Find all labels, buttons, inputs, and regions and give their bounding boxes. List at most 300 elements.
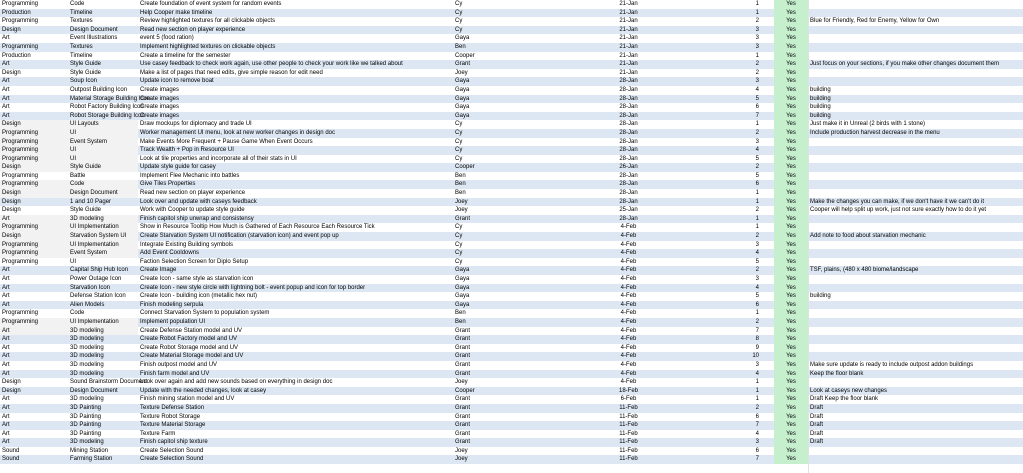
department-cell[interactable]: Programming [0, 223, 68, 232]
date-cell[interactable]: 28-Jan [619, 104, 638, 111]
status-cell[interactable]: Yes [774, 86, 808, 95]
category-cell[interactable]: Farming Station [70, 456, 113, 463]
status-cell[interactable]: Yes [774, 172, 808, 181]
department-cell[interactable]: Art [2, 35, 10, 42]
category-cell[interactable]: UI Implementation [68, 318, 138, 327]
status-cell[interactable]: Yes [774, 95, 808, 104]
assignee-cell[interactable]: Cy [455, 9, 463, 16]
notes-cell[interactable]: TSF, plains, (480 x 480 biome/landscape [810, 267, 919, 274]
notes-cell[interactable]: Draft Keep the floor blank [810, 396, 879, 403]
notes-cell[interactable] [808, 284, 1023, 293]
priority-cell[interactable]: 8 [755, 336, 759, 343]
department-cell[interactable]: Design [0, 189, 68, 198]
department-cell[interactable]: Art [2, 301, 10, 308]
status-cell[interactable]: Yes [774, 335, 808, 344]
task-cell[interactable]: Give Tiles Properties [140, 181, 196, 188]
task-cell[interactable]: Finish capitol ship texture [140, 439, 208, 446]
assignee-cell[interactable]: Cy [455, 241, 463, 248]
assignee-cell[interactable]: Gaya [455, 86, 470, 93]
department-cell[interactable]: Design [2, 26, 21, 33]
task-cell[interactable]: Implement highlighted textures on clickable objects [140, 43, 276, 50]
category-cell[interactable]: UI [68, 129, 138, 138]
notes-cell[interactable]: Draft [810, 422, 824, 429]
department-cell[interactable]: Art [2, 61, 10, 68]
status-cell[interactable]: Yes [774, 413, 808, 422]
assignee-cell[interactable]: Joey [455, 207, 468, 214]
task-cell[interactable]: Texture Farm [140, 430, 176, 437]
category-cell[interactable]: 3D modeling [70, 336, 104, 343]
status-cell[interactable]: Yes [774, 189, 808, 198]
status-cell[interactable]: Yes [774, 26, 808, 35]
date-cell[interactable]: 4-Feb [620, 224, 637, 231]
department-cell[interactable]: Sound [2, 456, 20, 463]
notes-cell[interactable] [808, 335, 1023, 344]
category-cell[interactable]: 3D Painting [70, 430, 102, 437]
department-cell[interactable]: Art [2, 78, 10, 85]
notes-cell[interactable] [808, 26, 1023, 35]
date-cell[interactable]: 11-Feb [619, 404, 638, 411]
assignee-cell[interactable]: Cy [455, 18, 463, 25]
status-cell[interactable]: Yes [774, 9, 808, 18]
notes-cell[interactable] [808, 378, 1023, 387]
assignee-cell[interactable]: Cy [455, 224, 463, 231]
department-cell[interactable]: Design [2, 207, 21, 214]
status-cell[interactable]: Yes [774, 77, 808, 86]
task-cell[interactable]: event 5 (food ration) [140, 35, 194, 42]
notes-cell[interactable]: building [810, 293, 831, 300]
notes-cell[interactable]: Just focus on your sections, if you make other changes document them [810, 61, 1000, 68]
priority-cell[interactable]: 6 [755, 181, 759, 188]
department-cell[interactable]: Art [0, 215, 68, 224]
department-cell[interactable]: Programming [2, 1, 39, 7]
priority-cell[interactable]: 1 [755, 190, 759, 197]
notes-cell[interactable] [808, 344, 1023, 353]
task-cell[interactable]: Texture Robot Storage [140, 413, 201, 420]
category-cell[interactable]: Style Guide [68, 163, 138, 172]
priority-cell[interactable]: 4 [755, 86, 759, 93]
assignee-cell[interactable]: Gaya [455, 267, 470, 274]
date-cell[interactable]: 11-Feb [619, 422, 638, 429]
notes-cell[interactable] [808, 52, 1023, 61]
status-cell[interactable]: Yes [774, 17, 808, 26]
assignee-cell[interactable]: Gaya [455, 95, 470, 102]
task-cell[interactable]: Finish mining station model and UV [140, 396, 235, 403]
task-cell[interactable]: Implement population UI [140, 318, 206, 325]
date-cell[interactable]: 4-Feb [620, 267, 637, 274]
date-cell[interactable]: 25-Jan [619, 207, 638, 214]
date-cell[interactable]: 4-Feb [620, 258, 637, 265]
assignee-cell[interactable]: Gaya [455, 301, 470, 308]
notes-cell[interactable]: Make the changes you can make, if we don't have it we can't do it [810, 198, 985, 205]
priority-cell[interactable]: 4 [755, 430, 759, 437]
date-cell[interactable]: 21-Jan [619, 52, 638, 59]
task-cell[interactable]: Connect Starvation System to population system [140, 310, 270, 317]
date-cell[interactable]: 11-Feb [619, 439, 638, 446]
task-cell[interactable]: Create images [140, 104, 180, 111]
priority-cell[interactable]: 3 [755, 361, 759, 368]
status-cell[interactable]: Yes [774, 387, 808, 396]
notes-cell[interactable] [808, 77, 1023, 86]
department-cell[interactable]: Design [0, 232, 68, 241]
assignee-cell[interactable]: Gaya [455, 112, 470, 119]
assignee-cell[interactable]: Grant [455, 370, 471, 377]
priority-cell[interactable]: 1 [755, 396, 759, 403]
notes-cell[interactable] [808, 455, 1023, 464]
assignee-cell[interactable]: Gaya [455, 78, 470, 85]
assignee-cell[interactable]: Grant [455, 422, 471, 429]
task-cell[interactable]: Create Icon - same style as starvation icon [140, 276, 254, 282]
priority-cell[interactable]: 6 [755, 413, 759, 420]
category-cell[interactable]: 3D modeling [70, 396, 104, 403]
notes-cell[interactable]: Blue for Friendly, Red for Enemy, Yellow for Own [810, 18, 940, 25]
assignee-cell[interactable]: Grant [455, 344, 471, 351]
date-cell[interactable]: 4-Feb [620, 310, 637, 317]
status-cell[interactable]: Yes [774, 163, 808, 172]
task-cell[interactable]: Add Event Cooldowns [140, 250, 200, 257]
department-cell[interactable]: Programming [2, 172, 39, 179]
notes-cell[interactable] [808, 69, 1023, 78]
notes-cell[interactable] [808, 258, 1023, 267]
department-cell[interactable]: Programming [0, 318, 68, 327]
date-cell[interactable]: 4-Feb [620, 318, 637, 325]
notes-cell[interactable] [808, 249, 1023, 258]
category-cell[interactable]: Power Outage Icon [70, 276, 122, 282]
department-cell[interactable]: Art [2, 361, 10, 368]
category-cell[interactable]: Starvation Icon [70, 284, 111, 291]
date-cell[interactable]: 28-Jan [619, 190, 638, 197]
priority-cell[interactable]: 2 [755, 318, 759, 325]
priority-cell[interactable]: 7 [755, 422, 759, 429]
category-cell[interactable]: UI [70, 258, 76, 265]
department-cell[interactable]: Sound [2, 447, 20, 454]
priority-cell[interactable]: 4 [755, 250, 759, 257]
priority-cell[interactable]: 3 [755, 138, 759, 145]
assignee-cell[interactable]: Grant [455, 396, 471, 403]
status-cell[interactable]: Yes [774, 146, 808, 155]
status-cell[interactable]: Yes [774, 352, 808, 361]
date-cell[interactable]: 4-Feb [620, 344, 637, 351]
status-cell[interactable]: Yes [774, 284, 808, 293]
date-cell[interactable]: 21-Jan [619, 26, 638, 33]
department-cell[interactable]: Art [2, 370, 10, 377]
department-cell[interactable]: Art [2, 396, 10, 403]
category-cell[interactable]: Timeline [70, 52, 93, 59]
date-cell[interactable]: 11-Feb [619, 430, 638, 437]
task-cell[interactable]: Read new section on player experience [140, 190, 246, 197]
task-cell[interactable]: Work with Cooper to update style guide [140, 207, 245, 214]
task-cell[interactable]: Create Icon - new style circle with lightning bolt - event popup and icon for top border [140, 284, 366, 291]
task-cell[interactable]: Create a timeline for the semester [140, 52, 231, 59]
notes-cell[interactable] [808, 275, 1023, 284]
task-cell[interactable]: Look over again and add new sounds based on everything in design doc [140, 379, 333, 386]
status-cell[interactable]: Yes [774, 447, 808, 456]
department-cell[interactable]: Design [2, 379, 21, 386]
date-cell[interactable]: 28-Jan [619, 129, 638, 136]
department-cell[interactable]: Design [2, 198, 21, 205]
status-cell[interactable]: Yes [774, 241, 808, 250]
department-cell[interactable]: Art [2, 112, 10, 119]
assignee-cell[interactable]: Joey [455, 456, 468, 463]
department-cell[interactable]: Art [2, 404, 10, 411]
task-cell[interactable]: Create Starvation System UI notification (starvation icon) and event pop up [140, 233, 339, 240]
category-cell[interactable]: UI Implementation [68, 223, 138, 232]
priority-cell[interactable]: 1 [755, 9, 759, 16]
assignee-cell[interactable]: Grant [455, 361, 471, 368]
department-cell[interactable]: Programming [0, 249, 68, 258]
notes-cell[interactable]: Include production harvest decrease in the menu [810, 129, 940, 136]
notes-cell[interactable]: Just make it in Unreal (2 birds with 1 stone) [810, 121, 926, 128]
status-cell[interactable]: Yes [774, 378, 808, 387]
notes-cell[interactable] [808, 223, 1023, 232]
status-cell[interactable]: Yes [774, 395, 808, 404]
date-cell[interactable]: 28-Jan [619, 198, 638, 205]
assignee-cell[interactable]: Cy [455, 26, 463, 33]
date-cell[interactable]: 4-Feb [620, 293, 637, 300]
status-cell[interactable]: Yes [774, 138, 808, 147]
assignee-cell[interactable]: Ben [455, 190, 466, 197]
status-cell[interactable]: Yes [774, 215, 808, 224]
department-cell[interactable]: Programming [0, 129, 68, 138]
date-cell[interactable]: 28-Jan [619, 215, 638, 222]
notes-cell[interactable] [808, 327, 1023, 336]
date-cell[interactable]: 28-Jan [619, 138, 638, 145]
task-cell[interactable]: Draw mockups for diplomacy and trade UI [140, 121, 252, 128]
priority-cell[interactable]: 1 [755, 215, 759, 222]
department-cell[interactable]: Art [0, 327, 68, 336]
department-cell[interactable]: Programming [0, 138, 68, 147]
department-cell[interactable]: Design [0, 120, 68, 129]
notes-cell[interactable] [808, 215, 1023, 224]
category-cell[interactable]: UI [68, 146, 138, 155]
notes-cell[interactable] [808, 172, 1023, 181]
task-cell[interactable]: Create images [140, 95, 180, 102]
priority-cell[interactable]: 3 [755, 35, 759, 42]
task-cell[interactable]: Track Wealth + Pop in Resource UI [140, 147, 234, 154]
category-cell[interactable]: Style Guide [70, 61, 102, 68]
category-cell[interactable]: UI Implementation [68, 241, 138, 250]
task-cell[interactable]: Texture Defense Station [140, 404, 205, 411]
status-cell[interactable]: Yes [774, 421, 808, 430]
category-cell[interactable]: 3D modeling [70, 361, 104, 368]
date-cell[interactable]: 4-Feb [620, 353, 637, 360]
notes-cell[interactable]: Keep the floor blank [810, 370, 864, 377]
date-cell[interactable]: 21-Jan [619, 9, 638, 16]
date-cell[interactable]: 4-Feb [620, 233, 637, 240]
assignee-cell[interactable]: Cooper [455, 52, 475, 59]
category-cell[interactable]: Alien Models [70, 301, 105, 308]
status-cell[interactable]: Yes [774, 455, 808, 464]
assignee-cell[interactable]: Grant [455, 61, 471, 68]
date-cell[interactable]: 4-Feb [620, 361, 637, 368]
priority-cell[interactable]: 5 [755, 95, 759, 102]
notes-cell[interactable] [808, 0, 1023, 9]
task-cell[interactable]: Create Icon - building icon (metallic hex nut) [140, 293, 258, 300]
category-cell[interactable]: Defense Station Icon [70, 293, 126, 300]
date-cell[interactable]: 28-Jan [619, 112, 638, 119]
priority-cell[interactable]: 3 [755, 276, 759, 282]
priority-cell[interactable]: 3 [755, 43, 759, 50]
department-cell[interactable]: Design [0, 163, 68, 172]
priority-cell[interactable]: 1 [755, 121, 759, 128]
date-cell[interactable]: 21-Jan [619, 69, 638, 76]
department-cell[interactable]: Art [2, 336, 10, 343]
priority-cell[interactable]: 6 [755, 104, 759, 111]
status-cell[interactable]: Yes [774, 309, 808, 318]
assignee-cell[interactable]: Gaya [455, 35, 470, 42]
assignee-cell[interactable]: Cy [455, 129, 463, 136]
notes-cell[interactable]: building [810, 104, 831, 111]
status-cell[interactable]: Yes [774, 43, 808, 52]
assignee-cell[interactable]: Cy [455, 1, 463, 7]
department-cell[interactable]: Programming [2, 258, 39, 265]
status-cell[interactable]: Yes [774, 129, 808, 138]
date-cell[interactable]: 4-Feb [620, 370, 637, 377]
date-cell[interactable]: 11-Feb [619, 413, 638, 420]
priority-cell[interactable]: 7 [755, 112, 759, 119]
task-cell[interactable]: Create foundation of event system for random events [140, 1, 282, 7]
date-cell[interactable]: 4-Feb [620, 284, 637, 291]
status-cell[interactable]: Yes [774, 223, 808, 232]
date-cell[interactable]: 21-Jan [619, 61, 638, 68]
priority-cell[interactable]: 4 [755, 147, 759, 154]
category-cell[interactable]: Sound Brainstorm Document [70, 379, 148, 386]
date-cell[interactable]: 4-Feb [620, 250, 637, 257]
date-cell[interactable]: 28-Jan [619, 86, 638, 93]
category-cell[interactable]: Mining Station [70, 447, 109, 454]
category-cell[interactable]: 3D modeling [70, 439, 104, 446]
category-cell[interactable]: 3D Painting [70, 422, 102, 429]
task-cell[interactable]: Finish farm model and UV [140, 370, 210, 377]
category-cell[interactable]: 3D modeling [70, 344, 104, 351]
notes-cell[interactable]: Cooper will help split up work, just not sure exactly how to do it yet [810, 207, 987, 214]
priority-cell[interactable]: 1 [755, 52, 759, 59]
assignee-cell[interactable]: Gaya [455, 284, 470, 291]
notes-cell[interactable]: Draft [810, 404, 824, 411]
status-cell[interactable]: Yes [774, 112, 808, 121]
date-cell[interactable]: 4-Feb [620, 241, 637, 248]
status-cell[interactable]: Yes [774, 52, 808, 61]
priority-cell[interactable]: 5 [755, 172, 759, 179]
task-cell[interactable]: Review highlighted textures for all clickable objects [140, 18, 276, 25]
status-cell[interactable]: Yes [774, 180, 808, 189]
date-cell[interactable]: 21-Jan [619, 18, 638, 25]
priority-cell[interactable]: 1 [755, 379, 759, 386]
priority-cell[interactable]: 5 [755, 258, 759, 265]
date-cell[interactable]: 28-Jan [619, 147, 638, 154]
category-cell[interactable]: Robot Storage Building Icon [70, 112, 145, 119]
notes-cell[interactable] [808, 318, 1023, 327]
department-cell[interactable]: Art [2, 353, 10, 360]
date-cell[interactable]: 28-Jan [619, 155, 638, 162]
status-cell[interactable]: Yes [774, 34, 808, 43]
date-cell[interactable]: 21-Jan [619, 1, 638, 7]
priority-cell[interactable]: 4 [755, 284, 759, 291]
priority-cell[interactable]: 7 [755, 456, 759, 463]
task-cell[interactable]: Create Defense Station model and UV [140, 327, 243, 334]
status-cell[interactable]: Yes [774, 430, 808, 439]
priority-cell[interactable]: 5 [755, 155, 759, 162]
priority-cell[interactable]: 2 [755, 61, 759, 68]
task-cell[interactable]: Make a list of pages that need edits, give simple reason for edit need [140, 69, 323, 76]
notes-cell[interactable]: Draft [810, 413, 824, 420]
notes-cell[interactable] [808, 34, 1023, 43]
assignee-cell[interactable]: Cy [455, 258, 463, 265]
priority-cell[interactable]: 2 [755, 69, 759, 76]
department-cell[interactable]: Programming [0, 146, 68, 155]
assignee-cell[interactable]: Joey [455, 69, 468, 76]
category-cell[interactable]: Starvation System UI [68, 232, 138, 241]
category-cell[interactable]: Outpost Building Icon [70, 86, 128, 93]
department-cell[interactable]: Art [2, 86, 10, 93]
department-cell[interactable]: Art [2, 439, 10, 446]
assignee-cell[interactable]: Grant [455, 353, 471, 360]
priority-cell[interactable]: 3 [755, 78, 759, 85]
assignee-cell[interactable]: Ben [455, 318, 466, 325]
assignee-cell[interactable]: Cy [455, 121, 463, 128]
priority-cell[interactable]: 3 [755, 439, 759, 446]
task-cell[interactable]: Use casey feedback to check work again, use other people to check your work like we talked about [140, 61, 403, 68]
assignee-cell[interactable]: Cooper [455, 164, 475, 171]
category-cell[interactable]: 3D modeling [70, 370, 104, 377]
status-cell[interactable]: Yes [774, 0, 808, 9]
task-cell[interactable]: Create Material Storage model and UV [140, 353, 244, 360]
assignee-cell[interactable]: Gaya [455, 104, 470, 111]
task-cell[interactable]: Create images [140, 86, 180, 93]
department-cell[interactable]: Programming [0, 155, 68, 164]
notes-cell[interactable] [808, 189, 1023, 198]
category-cell[interactable]: Soup Icon [70, 78, 98, 85]
priority-cell[interactable]: 1 [755, 224, 759, 231]
category-cell[interactable]: 3D modeling [70, 353, 104, 360]
assignee-cell[interactable]: Ben [455, 181, 466, 188]
department-cell[interactable]: Programming [2, 43, 39, 50]
date-cell[interactable]: 26-Jan [619, 164, 638, 171]
department-cell[interactable]: Production [2, 9, 31, 16]
assignee-cell[interactable]: Grant [455, 430, 471, 437]
task-cell[interactable]: Make Events More Frequent + Pause Game When Event Occurs [140, 138, 313, 145]
assignee-cell[interactable]: Cy [455, 250, 463, 257]
priority-cell[interactable]: 2 [755, 404, 759, 411]
department-cell[interactable]: Art [2, 430, 10, 437]
task-cell[interactable]: Finish capitol ship unwrap and consistensy [140, 215, 254, 222]
status-cell[interactable]: Yes [774, 69, 808, 78]
department-cell[interactable]: Programming [2, 18, 39, 25]
task-cell[interactable]: Create Robot Storage model and UV [140, 344, 239, 351]
department-cell[interactable]: Art [2, 95, 10, 102]
category-cell[interactable]: Textures [70, 18, 93, 25]
status-cell[interactable]: Yes [774, 361, 808, 370]
notes-cell[interactable] [808, 163, 1023, 172]
assignee-cell[interactable]: Joey [455, 447, 468, 454]
assignee-cell[interactable]: Cy [455, 233, 463, 240]
assignee-cell[interactable]: Cy [455, 147, 463, 154]
assignee-cell[interactable]: Cy [455, 155, 463, 162]
task-cell[interactable]: Update with the needed changes, look at casey [140, 387, 267, 394]
category-cell[interactable]: Battle [70, 172, 86, 179]
notes-cell[interactable] [808, 309, 1023, 318]
status-cell[interactable]: Yes [774, 103, 808, 112]
notes-cell[interactable]: Add note to food about starvation mechanic [810, 233, 926, 240]
department-cell[interactable]: Art [2, 422, 10, 429]
category-cell[interactable]: Event System [68, 138, 138, 147]
category-cell[interactable]: Design Document [68, 189, 138, 198]
assignee-cell[interactable]: Gaya [455, 293, 470, 300]
notes-cell[interactable]: building [810, 95, 831, 102]
assignee-cell[interactable]: Cy [455, 138, 463, 145]
task-cell[interactable]: Create images [140, 112, 180, 119]
priority-cell[interactable]: 2 [755, 164, 759, 171]
assignee-cell[interactable]: Ben [455, 43, 466, 50]
